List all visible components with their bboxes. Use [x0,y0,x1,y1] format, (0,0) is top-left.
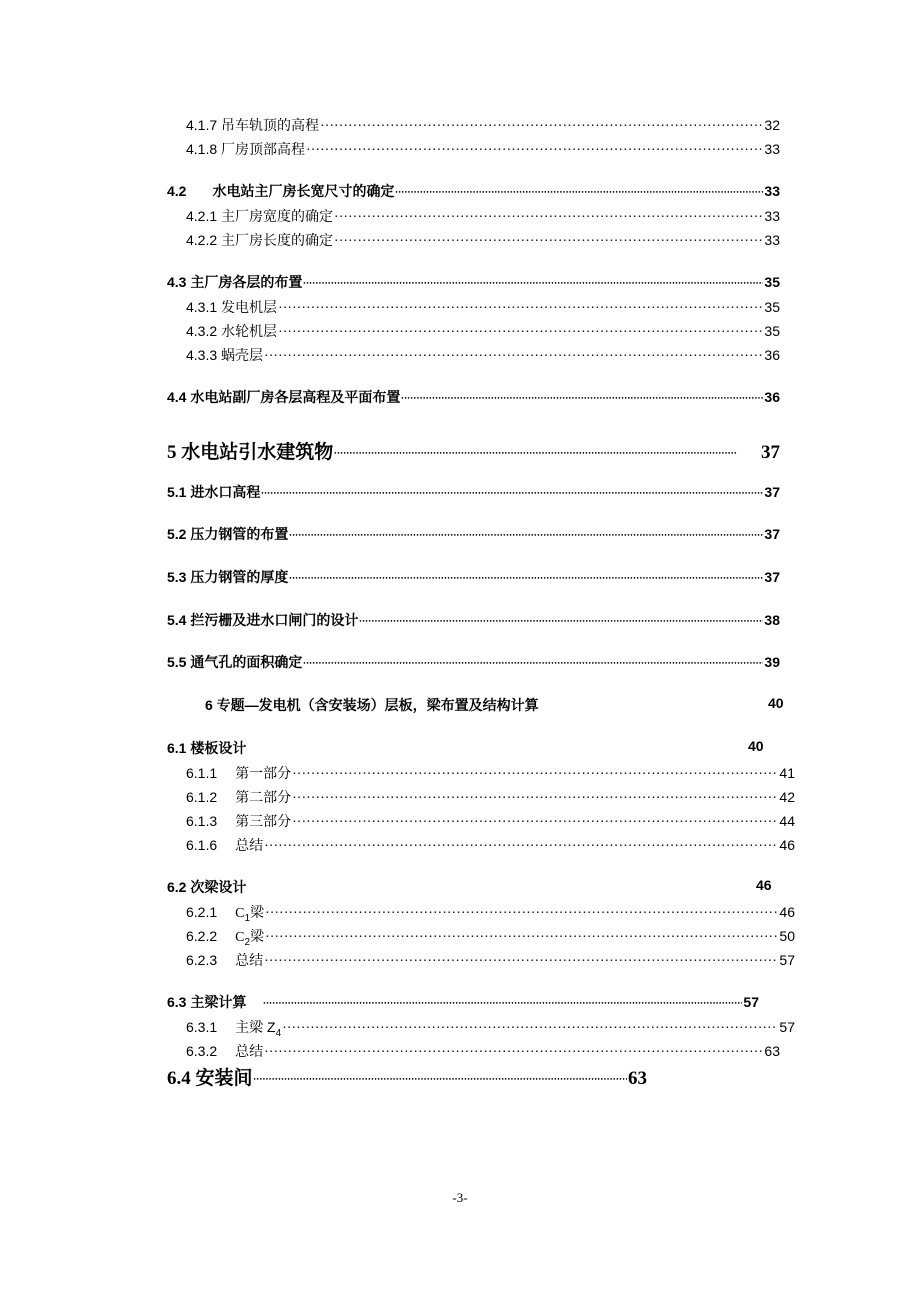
toc-label: 5 水电站引水建筑物 [167,442,334,463]
toc-leader [265,931,778,945]
toc-label: 5.1 进水口高程 [167,484,261,500]
toc-page: 37 [764,569,780,585]
toc-leader [320,120,763,134]
toc-label: 5.5 通气孔的面积确定 [167,654,303,670]
toc-leader [334,443,760,462]
toc-label: 4.3 主厂房各层的布置 [167,274,303,290]
toc-leader [289,572,763,586]
toc-leader [261,487,763,501]
toc-chapter-6-label[interactable]: 6 专题—发电机（含安装场）层板，梁布置及结构计算 [205,697,539,713]
toc-label [186,1017,281,1039]
toc-page: 35 [764,274,780,290]
toc-label [186,787,291,807]
toc-label: 4.1.8 厂房顶部高程 [186,141,306,157]
toc-page: 63 [764,1043,780,1059]
toc-number: 6.1.1 [186,765,218,781]
toc-subscript: 2 [244,936,251,948]
toc-page: 46 [779,904,795,920]
toc-leader [265,907,778,921]
toc-entry-4-3-2[interactable] [186,321,780,341]
toc-entry-4-2[interactable] [167,181,780,201]
toc-entry-6-3[interactable] [167,992,759,1012]
toc-label: 4.3.1 发电机层 [186,299,278,315]
toc-leader [254,1069,627,1088]
toc-entry-4-2-2[interactable] [186,230,780,250]
toc-number: 6.1.6 [186,837,218,853]
toc-entry-6-1-page: 40 [748,738,764,754]
toc-entry-6-4[interactable] [167,1063,647,1090]
toc-label: 6.4 安装间 [167,1068,253,1089]
toc-title-suffix: 梁 [250,904,265,920]
toc-leader [264,840,778,854]
toc-chapter-6-page: 40 [768,695,784,711]
toc-label: 4.2.2 主厂房长度的确定 [186,232,334,248]
toc-title: 第三部分 [235,813,292,829]
toc-leader [334,235,763,249]
toc-page: 42 [779,789,795,805]
toc-page: 32 [764,117,780,133]
toc-leader [395,186,763,200]
toc-page: 37 [764,526,780,542]
toc-entry-6-3-2[interactable] [186,1041,780,1061]
toc-entry-6-2-3[interactable] [186,950,795,970]
toc-label [186,926,264,948]
toc-page: 57 [779,1019,795,1035]
toc-entry-4-3-1[interactable] [186,297,780,317]
page-number: -3- [452,1190,468,1205]
toc-leader [292,816,778,830]
toc-number: 6.1.3 [186,813,218,829]
toc-number: 6.2.1 [186,904,218,920]
toc-label [186,763,291,783]
toc-leader [278,302,763,316]
toc-title: 第一部分 [235,765,292,781]
toc-page: 35 [764,323,780,339]
toc-entry-4-3-3[interactable] [186,345,780,365]
toc-title: 水电站主厂房长宽尺寸的确定 [212,183,395,199]
toc-page: 57 [779,952,795,968]
toc-number: 6.1.2 [186,789,218,805]
toc-number: 6.3.2 [186,1043,218,1059]
toc-label: 4.2.1 主厂房宽度的确定 [186,208,334,224]
toc-leader [334,211,763,225]
toc-leader [282,1022,778,1036]
toc-entry-5-2[interactable] [167,524,780,544]
toc-page: 36 [764,389,780,405]
toc-leader [289,529,763,543]
toc-label: 4.3.2 水轮机层 [186,323,278,339]
toc-page: 50 [779,928,795,944]
toc-page: 46 [779,837,795,853]
toc-title: 主梁 Z [235,1019,276,1035]
toc-label: 4.3.3 蜗壳层 [186,347,264,363]
toc-entry-6-1-3[interactable] [186,811,795,831]
toc-entry-4-2-1[interactable] [186,206,780,226]
toc-page: 37 [764,484,780,500]
toc-entry-4-3[interactable] [167,272,780,292]
toc-leader [264,350,763,364]
toc-page: 33 [764,208,780,224]
toc-page: 33 [764,232,780,248]
toc-leader [306,144,763,158]
toc-number: 4.2 [167,183,187,199]
toc-leader [359,615,763,629]
toc-entry-5-3[interactable] [167,567,780,587]
toc-label: 4.4 水电站副厂房各层高程及平面布置 [167,389,401,405]
toc-leader [264,955,778,969]
toc-label: 5.2 压力钢管的布置 [167,526,289,542]
toc-leader [401,392,763,406]
toc-page: 33 [764,183,780,199]
toc-entry-6-2-page: 46 [756,877,772,893]
toc-entry-4-1-8[interactable] [186,139,780,159]
toc-title-suffix: 梁 [250,928,265,944]
toc-number: 6.3.1 [186,1019,218,1035]
toc-title: 总结 [235,952,264,968]
toc-page: 33 [764,141,780,157]
toc-number: 6.2.2 [186,928,218,944]
toc-title: 总结 [235,837,264,853]
toc-number: 6.2.3 [186,952,218,968]
toc-label: 6.3 主梁计算 [167,994,247,1010]
toc-entry-4-4[interactable] [167,387,780,407]
toc-page: 44 [779,813,795,829]
toc-leader [264,1046,763,1060]
toc-entry-6-2-1[interactable] [186,902,795,924]
toc-entry-5-1[interactable] [167,482,780,502]
toc-label: 4.1.7 吊车轨顶的高程 [186,117,320,133]
toc-leader [278,326,763,340]
toc-title: C [235,906,245,921]
toc-entry-5-5[interactable] [167,652,780,672]
toc-leader [263,997,742,1011]
toc-label: 5.4 拦污栅及进水口闸门的设计 [167,612,359,628]
toc-label [186,950,263,970]
toc-chapter-5[interactable] [167,437,780,464]
toc-entry-6-1-2[interactable] [186,787,795,807]
toc-label [167,181,394,201]
toc-entry-5-4[interactable] [167,610,780,630]
toc-page: 36 [764,347,780,363]
toc-leader [292,768,778,782]
toc-entry-6-2-2[interactable] [186,926,795,948]
toc-entry-6-1-1[interactable] [186,763,795,783]
toc-leader [303,277,763,291]
toc-title: 第二部分 [235,789,292,805]
toc-page: 57 [743,994,759,1010]
toc-page: 35 [764,299,780,315]
toc-page: 39 [764,654,780,670]
toc-entry-6-3-1[interactable] [186,1017,795,1039]
toc-label [186,835,263,855]
toc-leader [303,657,763,671]
toc-page: 63 [628,1068,647,1089]
toc-subscript: 1 [244,912,251,924]
toc-title: 总结 [235,1043,264,1059]
toc-title: C [235,930,245,945]
toc-page: 37 [761,442,780,463]
toc-label [186,1041,263,1061]
toc-entry-6-1-label[interactable]: 6.1 楼板设计 [167,740,247,756]
toc-page: 41 [779,765,795,781]
toc-subscript: 4 [275,1027,282,1039]
toc-entry-4-1-7[interactable] [186,115,780,135]
toc-page: 38 [764,612,780,628]
toc-leader [292,792,778,806]
toc-label: 5.3 压力钢管的厚度 [167,569,289,585]
toc-entry-6-1-6[interactable] [186,835,795,855]
toc-label [186,811,291,831]
toc-label [186,902,264,924]
toc-entry-6-2-label[interactable]: 6.2 次梁设计 [167,879,247,895]
